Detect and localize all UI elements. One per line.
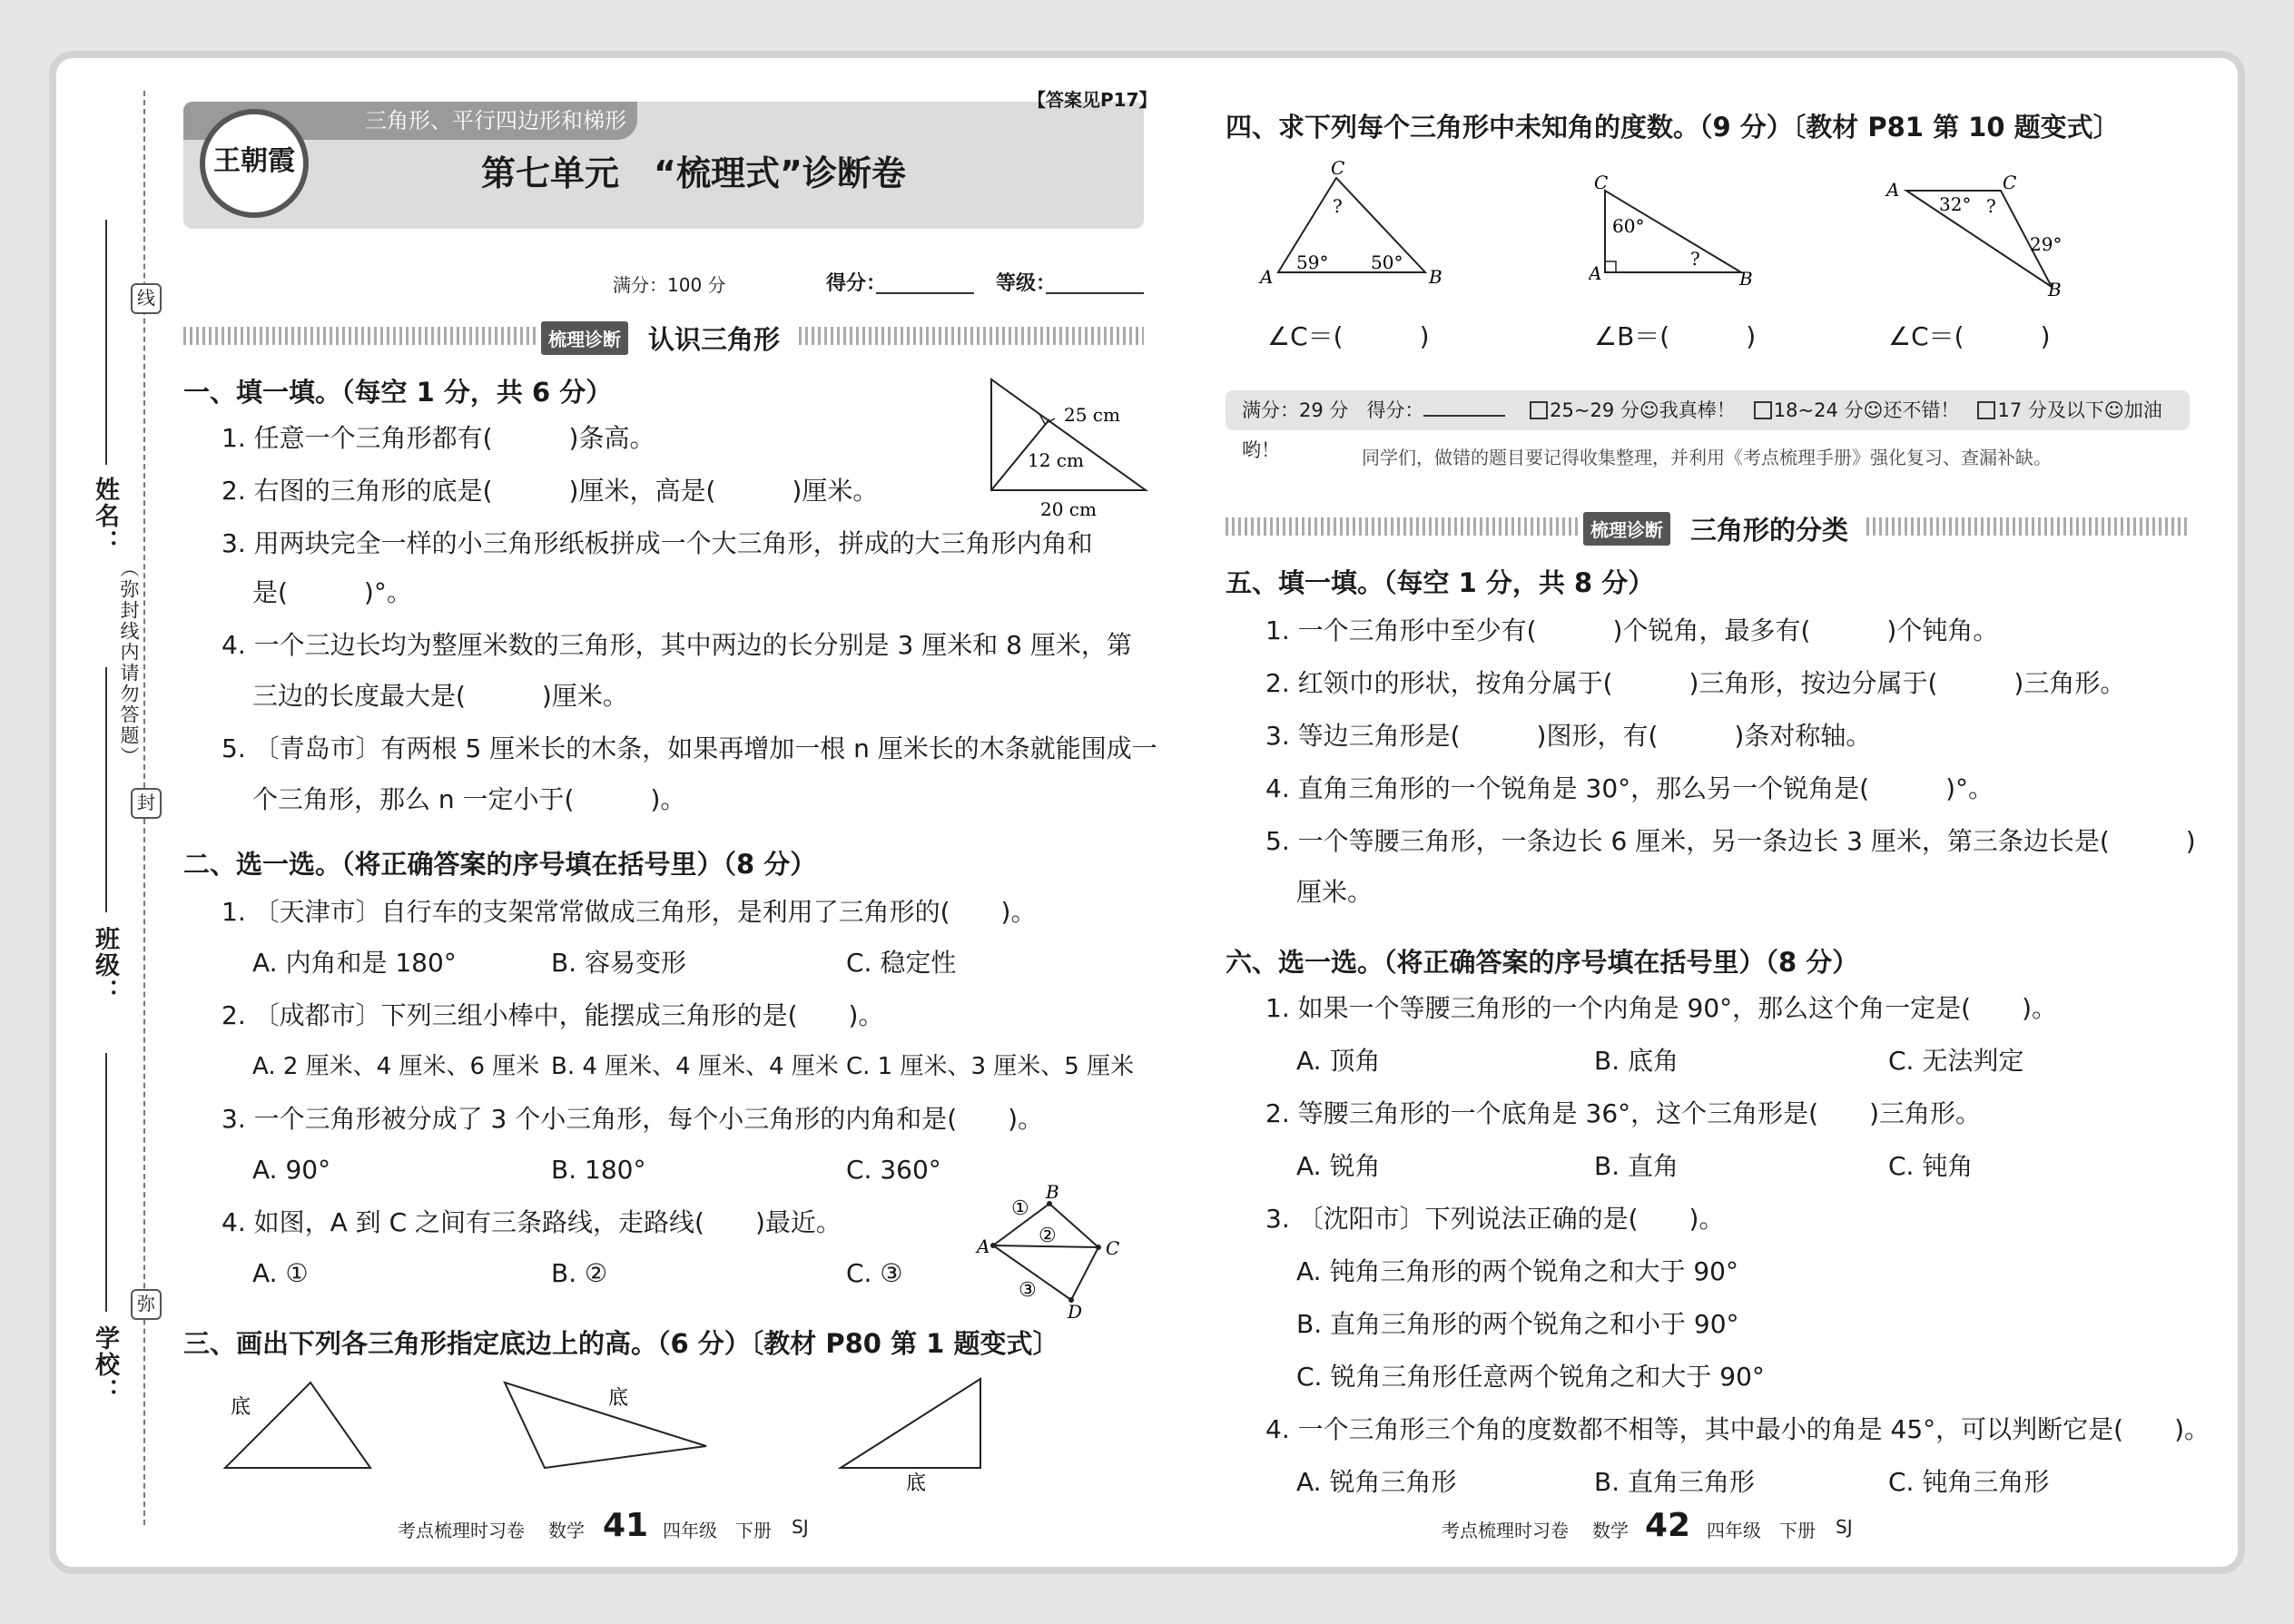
q3-heading: 三、画出下列各三角形指定底边上的高。（6 分）〔教材 P80 第 1 题变式〕 xyxy=(183,1328,1059,1359)
q2-option: A. 内角和是 180° xyxy=(252,948,457,978)
q4-answer-1: ∠C＝( ) xyxy=(1267,321,1430,351)
q6-option: B. 底角 xyxy=(1594,1046,1679,1076)
grade-field[interactable] xyxy=(1046,292,1144,294)
q1-item-cont: 个三角形，那么 n 一定小于( )。 xyxy=(252,784,686,814)
svg-text:A: A xyxy=(1260,266,1274,288)
q1-item: 5. 〔青岛市〕有两根 5 厘米长的木条，如果再增加一根 n 厘米长的木条就能围成一 xyxy=(222,733,1157,763)
publisher-logo: 王朝霞 xyxy=(200,109,309,218)
q4-answer-2: ∠B＝( ) xyxy=(1594,321,1757,351)
q4-triangle-1 xyxy=(1253,154,1462,290)
scorebar-full: 满分：29 分 xyxy=(1242,399,1349,421)
q2-heading: 二、选一选。（将正确答案的序号填在括号里）（8 分） xyxy=(183,849,817,880)
q1-item: 4. 一个三边长均为整厘米数的三角形，其中两边的长分别是 3 厘米和 8 厘米，第 xyxy=(222,630,1132,660)
checkbox[interactable] xyxy=(1530,401,1548,419)
q6-option: B. 直角三角形的两个锐角之和小于 90° xyxy=(1296,1309,1739,1339)
q4-heading: 四、求下列每个三角形中未知角的度数。（9 分）〔教材 P81 第 10 题变式〕 xyxy=(1226,112,2120,143)
smile-icon: ☺ xyxy=(1639,399,1659,421)
svg-text:B: B xyxy=(1739,268,1753,290)
q6-option: A. 顶角 xyxy=(1296,1046,1381,1076)
footer-subject: 数学 xyxy=(1592,1520,1629,1541)
q2-item: 3. 一个三角形被分成了 3 个小三角形，每个小三角形的内角和是( )。 xyxy=(222,1104,1044,1134)
q6-option: C. 无法判定 xyxy=(1888,1046,2024,1076)
svg-text:A: A xyxy=(1886,179,1900,201)
q2-option: A. 90° xyxy=(252,1155,331,1185)
q4-answer-3: ∠C＝( ) xyxy=(1888,321,2051,351)
page-title: 第七单元 “梳理式”诊断卷 xyxy=(481,153,906,193)
scorebar-option: 18~24 分 xyxy=(1773,399,1864,421)
svg-text:底: 底 xyxy=(231,1396,251,1419)
q6-option: B. 直角 xyxy=(1594,1151,1679,1181)
svg-text:B: B xyxy=(2048,279,2062,300)
q2-item: 1. 〔天津市〕自行车的支架常常做成三角形，是利用了三角形的( )。 xyxy=(222,897,1037,927)
svg-text:59°: 59° xyxy=(1296,251,1329,273)
q2-option: C. ③ xyxy=(846,1258,903,1288)
footer-volume: 下册 xyxy=(1779,1520,1816,1541)
score-field[interactable] xyxy=(876,292,974,294)
school-label: 学校： xyxy=(91,1325,119,1404)
svg-text:C: C xyxy=(1106,1237,1120,1259)
section-divider xyxy=(1866,517,2190,536)
answer-reference: 【答案见P17】 xyxy=(1028,89,1157,111)
footer-edition: SJ xyxy=(792,1516,809,1538)
svg-text:A: A xyxy=(1589,262,1602,284)
section-tag: 梳理诊断 xyxy=(541,321,628,355)
svg-text:D: D xyxy=(1068,1301,1083,1320)
q6-item: 3. 〔沈阳市〕下列说法正确的是( )。 xyxy=(1265,1204,1725,1234)
section-title: 认识三角形 xyxy=(648,324,781,355)
svg-text:C: C xyxy=(2003,172,2017,193)
q2-option: B. 180° xyxy=(551,1155,646,1185)
seal-mark-mi: 弥 xyxy=(131,1289,162,1320)
q2-option: A. ① xyxy=(252,1258,309,1288)
q5-item: 5. 一个等腰三角形，一条边长 6 厘米，另一条边长 3 厘米，第三条边长是( ) xyxy=(1265,826,2196,856)
q6-item: 4. 一个三角形三个角的度数都不相等，其中最小的角是 45°，可以判断它是( )。 xyxy=(1265,1414,2210,1444)
q6-item: 1. 如果一个等腰三角形的一个内角是 90°，那么这个角一定是( )。 xyxy=(1265,993,2057,1023)
q6-option: C. 钝角 xyxy=(1888,1151,1974,1181)
q6-option: A. 钝角三角形的两个锐角之和大于 90° xyxy=(1296,1256,1738,1286)
q2-item: 2. 〔成都市〕下列三组小棒中，能摆成三角形的是( )。 xyxy=(222,1000,884,1030)
review-note: 同学们，做错的题目要记得收集整理，并利用《考点梳理手册》强化复习、查漏补缺。 xyxy=(1362,447,2052,468)
q6-option: B. 直角三角形 xyxy=(1594,1467,1756,1497)
q1-item: 3. 用两块完全一样的小三角形纸板拼成一个大三角形，拼成的大三角形内角和 xyxy=(222,528,1093,558)
base-label: 20 cm xyxy=(1040,498,1097,520)
q2-option: C. 稳定性 xyxy=(846,948,957,978)
q5-item: 4. 直角三角形的一个锐角是 30°，那么另一个锐角是( )°。 xyxy=(1265,773,1994,803)
svg-text:?: ? xyxy=(1333,195,1343,217)
school-field[interactable] xyxy=(105,1053,107,1312)
name-label: 姓名： xyxy=(91,477,119,556)
full-score: 满分：100 分 xyxy=(613,274,726,296)
q3-triangles xyxy=(218,1366,1153,1502)
q2-option: B. ② xyxy=(551,1258,608,1288)
q5-item-cont: 厘米。 xyxy=(1296,877,1373,907)
q6-option: C. 钝角三角形 xyxy=(1888,1467,2050,1497)
score-label: 得分： xyxy=(826,272,887,295)
height-label: 12 cm xyxy=(1028,449,1084,471)
footer-volume: 下册 xyxy=(735,1520,772,1541)
q1-item-cont: 是( )°。 xyxy=(252,577,412,607)
q5-item: 2. 红领巾的形状，按角分属于( )三角形，按边分属于( )三角形。 xyxy=(1265,668,2126,698)
scorebar-note: 加油哟！ xyxy=(1242,399,2162,461)
section-divider xyxy=(1226,517,1580,536)
q1-triangle-figure xyxy=(980,372,1162,527)
footer-series: 考点梳理时习卷 xyxy=(1442,1520,1569,1541)
svg-text:50°: 50° xyxy=(1371,251,1403,273)
name-field[interactable] xyxy=(105,220,107,465)
svg-text:?: ? xyxy=(1986,195,1996,217)
q1-item: 2. 右图的三角形的底是( )厘米，高是( )厘米。 xyxy=(222,476,879,506)
q6-option: A. 锐角 xyxy=(1296,1151,1381,1181)
svg-text:60°: 60° xyxy=(1612,215,1645,237)
scorebar-score-field[interactable] xyxy=(1423,415,1505,417)
svg-text:②: ② xyxy=(1039,1225,1057,1247)
svg-text:29°: 29° xyxy=(2030,233,2063,255)
seal-warning: （弥封线内请勿答题） xyxy=(118,558,140,767)
scorebar-option: 25~29 分 xyxy=(1550,399,1639,421)
q6-heading: 六、选一选。（将正确答案的序号填在括号里）（8 分） xyxy=(1226,947,1859,978)
q5-item: 1. 一个三角形中至少有( )个锐角，最多有( )个钝角。 xyxy=(1265,615,1999,645)
q4-triangle-3 xyxy=(1879,172,2088,300)
q2-option: B. 4 厘米、4 厘米、4 厘米 xyxy=(551,1053,839,1080)
q2-option: C. 1 厘米、3 厘米、5 厘米 xyxy=(846,1053,1135,1080)
page-number-left: 41 xyxy=(603,1507,649,1544)
svg-text:A: A xyxy=(977,1235,990,1257)
route-diagram xyxy=(971,1184,1135,1320)
footer-series: 考点梳理时习卷 xyxy=(398,1520,525,1541)
scorebar-note: 还不错！ xyxy=(1883,399,1960,421)
unit-subtitle: 三角形、平行四边形和梯形 xyxy=(183,102,637,140)
scorebar-note: 我真棒！ xyxy=(1659,399,1736,421)
checkbox[interactable] xyxy=(1754,401,1772,419)
footer-subject: 数学 xyxy=(548,1520,585,1541)
class-field[interactable] xyxy=(105,667,107,912)
q5-heading: 五、填一填。（每空 1 分，共 8 分） xyxy=(1226,567,1655,598)
footer-grade: 四年级 xyxy=(663,1520,717,1541)
q1-item-cont: 三边的长度最大是( )厘米。 xyxy=(252,681,628,711)
seal-mark-xian: 线 xyxy=(131,283,162,314)
smile-icon: ☺ xyxy=(2103,399,2124,421)
scorebar-score: 得分： xyxy=(1366,399,1424,421)
q6-option: A. 锐角三角形 xyxy=(1296,1467,1457,1497)
svg-text:底: 底 xyxy=(906,1472,927,1495)
svg-text:底: 底 xyxy=(608,1387,629,1410)
svg-text:B: B xyxy=(1046,1184,1059,1203)
section-title: 三角形的分类 xyxy=(1690,515,1849,546)
svg-text:C: C xyxy=(1331,157,1345,179)
class-label: 班级： xyxy=(91,926,119,1005)
section-divider xyxy=(183,327,537,345)
q2-option: B. 容易变形 xyxy=(551,948,687,978)
q1-heading: 一、填一填。（每空 1 分，共 6 分） xyxy=(183,377,613,408)
svg-text:③: ③ xyxy=(1019,1279,1037,1302)
q2-item: 4. 如图，A 到 C 之间有三条路线，走路线( )最近。 xyxy=(222,1207,842,1237)
svg-text:?: ? xyxy=(1690,248,1700,270)
svg-text:①: ① xyxy=(1011,1197,1029,1220)
scorebar-option: 17 分及以下 xyxy=(1997,399,2104,421)
checkbox[interactable] xyxy=(1977,401,1995,419)
footer-edition: SJ xyxy=(1836,1516,1853,1538)
seal-mark-feng: 封 xyxy=(131,788,162,819)
q6-item: 2. 等腰三角形的一个底角是 36°，这个三角形是( )三角形。 xyxy=(1265,1098,1981,1128)
q4-triangle-2 xyxy=(1589,172,1770,290)
svg-text:B: B xyxy=(1429,266,1442,288)
side-label: 25 cm xyxy=(1064,404,1120,426)
section-tag: 梳理诊断 xyxy=(1583,512,1670,546)
q6-option: C. 锐角三角形任意两个锐角之和大于 90° xyxy=(1296,1362,1765,1392)
svg-text:32°: 32° xyxy=(1939,193,1972,215)
q1-item: 1. 任意一个三角形都有( )条高。 xyxy=(222,423,655,453)
svg-text:C: C xyxy=(1594,172,1609,193)
page-number-right: 42 xyxy=(1645,1507,1691,1544)
q5-item: 3. 等边三角形是( )图形，有( )条对称轴。 xyxy=(1265,721,1872,751)
grade-label: 等级： xyxy=(996,272,1057,295)
smile-icon: ☺ xyxy=(1863,399,1884,421)
section-divider xyxy=(799,327,1144,345)
q2-option: A. 2 厘米、4 厘米、6 厘米 xyxy=(252,1053,540,1080)
q2-option: C. 360° xyxy=(846,1155,941,1185)
footer-grade: 四年级 xyxy=(1707,1520,1761,1541)
